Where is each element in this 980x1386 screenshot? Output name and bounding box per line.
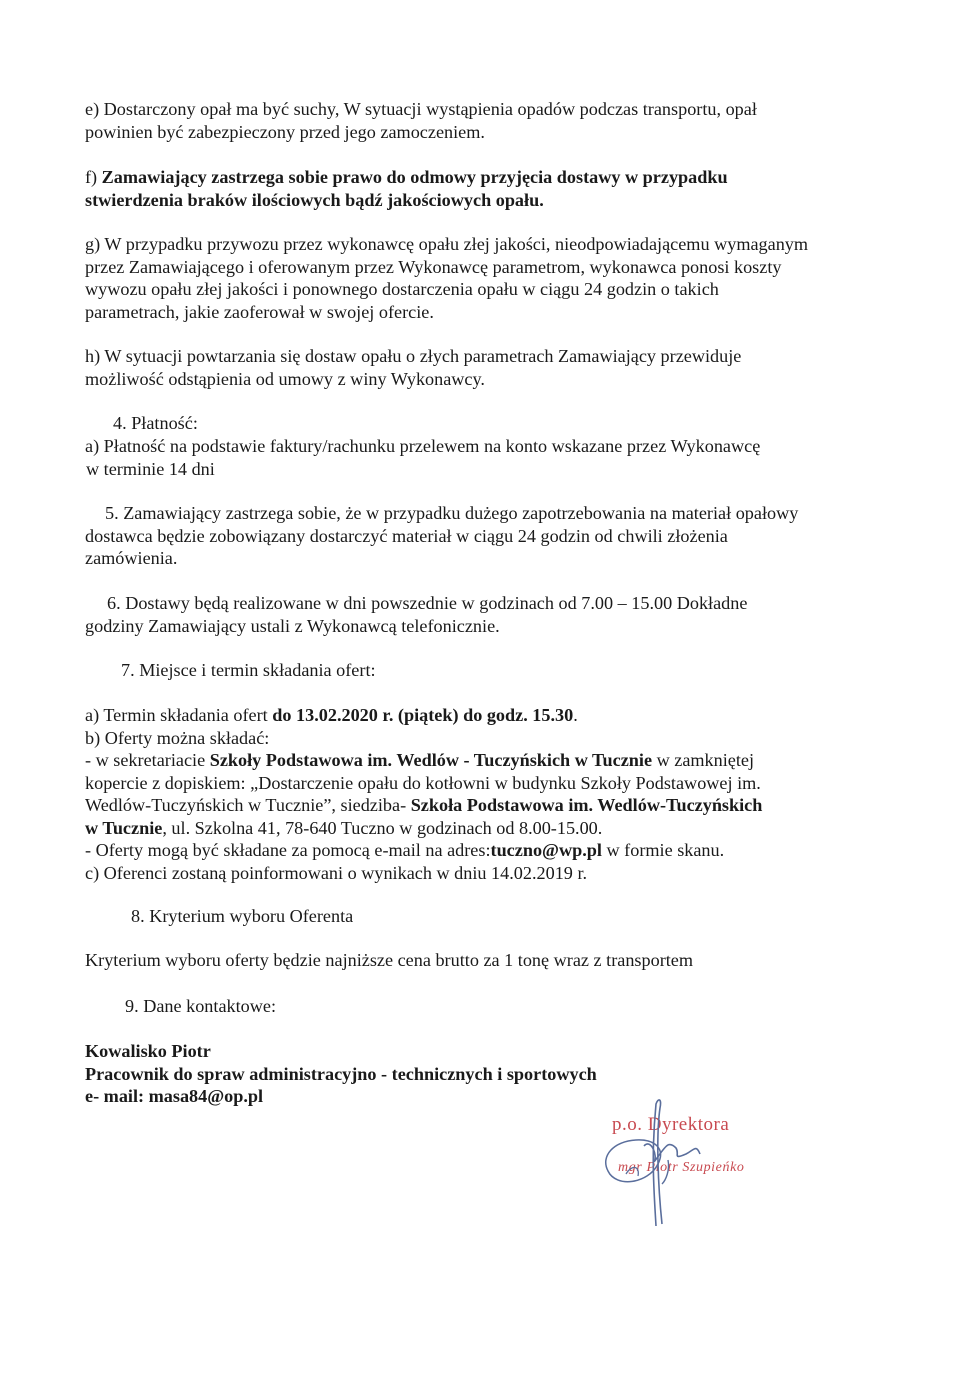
section-4-heading <box>113 412 913 435</box>
section-4 <box>85 435 885 480</box>
heading: 4. Płatność: <box>113 413 198 433</box>
text-line <box>85 839 885 862</box>
section-h <box>85 345 885 390</box>
text-span: w formie skanu. <box>601 840 725 860</box>
bold-text: w Tucznie <box>85 817 163 838</box>
section-8-heading <box>131 905 931 928</box>
contact-position <box>85 1063 885 1086</box>
section-7 <box>85 704 885 884</box>
stamp-name: mgr Piotr Szupieńko <box>618 1160 745 1175</box>
text-line: b) Oferty można składać: <box>85 727 270 748</box>
heading: 8. Kryterium wyboru Oferenta <box>131 906 354 926</box>
text-span: a) Termin składania ofert <box>85 705 273 725</box>
text-span: , ul. Szkolna 41, 78-640 Tuczno w godzinach od 8.00-15.00. <box>162 817 603 838</box>
text-prefix: f) <box>85 167 102 187</box>
text-line <box>85 817 885 840</box>
handwritten-signature <box>596 1096 796 1231</box>
bold-text: Zamawiający zastrzega sobie prawo do odmowy przyjęcia dostawy w przypadku <box>101 167 728 187</box>
text-line: przez Zamawiającego i oferowanym przez Wykonawcę parametrom, wykonawca ponosi koszty <box>85 256 782 277</box>
text-line: 6. Dostawy będą realizowane w dni powszednie w godzinach od 7.00 – 15.00 Dokładne <box>107 593 748 613</box>
text-line: w terminie 14 dni <box>86 458 215 479</box>
heading: 7. Miejsce i termin składania ofert: <box>121 660 376 680</box>
text-line: g) W przypadku przywozu przez wykonawcę opału złej jakości, nieodpowiadającemu wymaganym <box>85 234 809 254</box>
section-8 <box>85 949 885 972</box>
bold-text: do 13.02.2020 r. (piątek) do godz. 15.30 <box>272 705 574 725</box>
text-span: w zamkniętej <box>652 750 755 770</box>
text-line: zamówienia. <box>85 548 178 568</box>
text-span: . <box>573 705 578 725</box>
text-span: Wedlów-Tuczyńskich w Tucznie”, siedziba- <box>85 795 411 815</box>
bold-text: Szkoła Podstawowa im. Wedlów-Tuczyńskich <box>410 795 763 815</box>
text-line: godziny Zamawiający ustali z Wykonawcą telefonicznie. <box>85 615 500 636</box>
heading: 9. Dane kontaktowe: <box>125 996 277 1016</box>
text-line: h) W sytuacji powtarzania się dostaw opału o złych parametrach Zamawiający przewiduje <box>85 346 742 366</box>
text-line: Kryterium wyboru oferty będzie najniższe cena brutto za 1 tonę wraz z transportem <box>85 950 694 970</box>
text-line <box>85 794 885 817</box>
contact-name <box>85 1040 885 1063</box>
email-link[interactable]: tuczno@wp.pl <box>490 840 602 860</box>
text-line: możliwość odstąpienia od umowy z winy Wykonawcy. <box>85 368 485 389</box>
text-line: dostawca będzie zobowiązany dostarczyć materiał w ciągu 24 godzin od chwili złożenia <box>85 525 728 546</box>
bold-text: Szkoły Podstawowa im. Wedlów - Tuczyńskich w Tucznie <box>209 750 653 770</box>
text-line: e) Dostarczony opał ma być suchy, W sytuacji wystąpienia opadów podczas transportu, opał <box>85 99 757 119</box>
bold-text: Pracownik do spraw administracyjno - technicznych i sportowych <box>85 1063 597 1084</box>
text-line: kopercie z dopiskiem: „Dostarczenie opału do kotłowni w budynku Szkoły Podstawowej im. <box>85 772 761 793</box>
text-line: parametrach, jakie zaoferował w swojej ofercie. <box>85 301 434 322</box>
text-line: 5. Zamawiający zastrzega sobie, że w przypadku dużego zapotrzebowania na materiał opałowy <box>105 503 799 523</box>
section-5 <box>85 502 885 570</box>
section-f <box>85 166 885 211</box>
text-line <box>85 189 885 212</box>
text-line: powinien być zabezpieczony przed jego zamoczeniem. <box>85 121 485 142</box>
text-line: wywozu opału złej jakości i ponownego dostarczenia opału w ciągu 24 godzin o takich <box>85 279 719 299</box>
section-7-heading <box>121 659 921 682</box>
signature-stamp <box>596 1096 796 1231</box>
bold-text: Kowalisko Piotr <box>85 1041 211 1061</box>
text-line <box>85 166 885 189</box>
section-g <box>85 233 885 323</box>
text-line: c) Oferenci zostaną poinformowani o wynikach w dniu 14.02.2019 r. <box>85 862 588 883</box>
section-6 <box>85 592 885 637</box>
text-line <box>85 704 885 727</box>
text-span: - w sekretariacie <box>85 750 210 770</box>
stamp-title: p.o. Dyrektora <box>612 1114 730 1135</box>
text-span: - Oferty mogą być składane za pomocą e-mail na adres: <box>85 840 491 860</box>
section-9-heading <box>125 995 925 1018</box>
text-line <box>85 749 885 772</box>
section-e <box>85 98 885 143</box>
bold-text: stwierdzenia braków ilościowych bądź jakościowych opału. <box>85 189 544 210</box>
bold-text: e- mail: masa84@op.pl <box>85 1086 264 1106</box>
text-line: a) Płatność na podstawie faktury/rachunku przelewem na konto wskazane przez Wykonawcę <box>85 436 761 456</box>
